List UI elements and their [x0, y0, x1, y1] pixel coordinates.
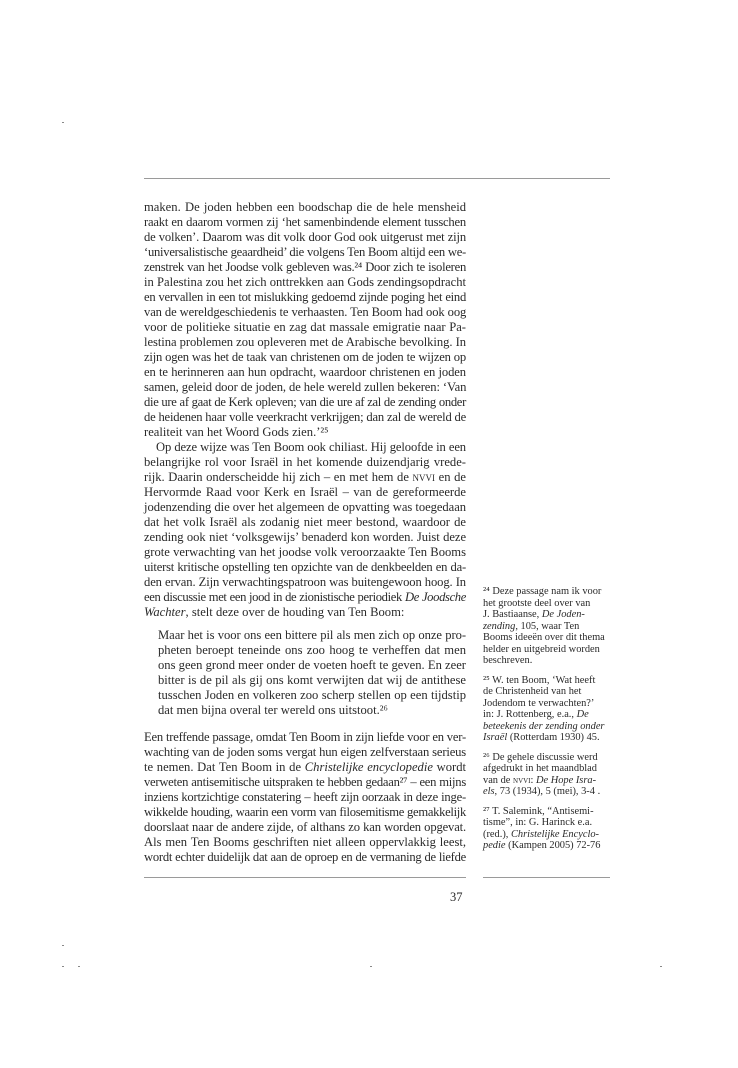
scan-speck — [78, 966, 80, 967]
text-line: belangrijke rol voor Israël in het komende duizendjarig vrede- — [144, 455, 466, 469]
main-text — [144, 200, 466, 865]
text-line: het grootste deel over van — [483, 597, 591, 609]
text-line: ²⁷ T. Salemink, “Antisemi- — [483, 805, 594, 817]
text-line: ons geen grond meer onder de voeten hoeft te geven. En zeer — [158, 658, 466, 672]
text-line: Hervormde Raad voor Kerk en Israël – van de gereformeerde — [144, 485, 466, 499]
footnote-24 — [483, 586, 611, 667]
paragraph-3 — [144, 730, 466, 865]
text-line: J. Bastiaanse, De Joden- — [483, 609, 585, 620]
text-line: de Christenheid van het — [483, 686, 582, 697]
text-line: Jodendom te verwachten?’ — [483, 697, 595, 709]
text-line: Israël (Rotterdam 1930) 45. — [483, 732, 600, 743]
text-line: en te herinneren aan hun opdracht, waardoor christenen en joden — [144, 365, 466, 379]
scan-speck — [370, 966, 372, 967]
footnote-25 — [483, 675, 611, 744]
paragraph-2 — [144, 440, 466, 620]
text-line: ²⁶ De gehele discussie werd — [483, 751, 598, 763]
text-line: inziens kortzichtige constatering – heeft zijn oorzaak in deze inge- — [144, 790, 466, 804]
text-line: en vervallen in een tot mislukking gedoemd zijnde poging het eind — [144, 290, 466, 304]
text-line: Als men Ten Booms geschriften niet alleen oppervlakkig leest, — [144, 835, 466, 849]
text-line: Op deze wijze was Ten Boom ook chiliast. Hij geloofde in een — [156, 440, 466, 454]
text-line: in Palestina zou het zich onttrekken aan Gods zendingsopdracht — [144, 275, 466, 289]
scan-speck — [62, 945, 64, 946]
text-line: jodenzending die over het algemeen de opvatting was toegedaan — [144, 500, 466, 514]
text-line: dat het volk Israël als zodanig niet meer bestond, waardoor de — [144, 515, 466, 529]
text-line: Een treffende passage, omdat Ten Boom in zijn liefde voor en ver- — [144, 730, 466, 744]
text-line: doorslaat naar de andere zijde, of althans zo kan worden opgevat. — [144, 820, 466, 834]
text-line: den ervan. Zijn verwachtingspatroon was buitengewoon hoog. In — [144, 575, 466, 589]
text-line: samen, geleid door de joden, de hele wereld zullen bekeren: ‘Van — [144, 380, 467, 394]
text-line: de volken’. Daarom was dit volk door God ook uitgerust met zijn — [144, 230, 466, 244]
scan-speck — [62, 122, 64, 123]
footnote-26 — [483, 752, 611, 798]
text-line: zending, 105, waar Ten — [483, 620, 580, 632]
text-line: verweten antisemitische uitspraken te hebben gedaan²⁷ – een mijns — [144, 775, 466, 789]
text-line: afgedrukt in het maandblad — [483, 763, 597, 774]
text-line: realiteit van het Woord Gods zien.’²⁵ — [144, 425, 329, 439]
text-line: rijk. Daarin onderscheidde hij zich – en met hem de nvvi en de — [144, 470, 466, 484]
text-line: lestina problemen zou opleveren met de Arabische bevolking. In — [144, 335, 466, 349]
footnote-27 — [483, 806, 611, 852]
text-line: de heidenen haar volle veerkracht verkrijgen; dan zal de wereld de — [144, 410, 466, 424]
text-line: Wachter, stelt deze over de houding van Ten Boom: — [144, 605, 405, 619]
text-line: ‘universalistische geaardheid’ die volgens Ten Boom altijd een we- — [144, 245, 466, 259]
text-line: Maar het is voor ons een bittere pil als men zich op onze pro- — [158, 628, 466, 642]
text-line: beschreven. — [483, 655, 533, 666]
text-line: helder en uitgebreid worden — [483, 643, 600, 655]
text-line: een discussie met een jood in de zionistische periodiek De Joodsche — [144, 590, 466, 604]
bottom-rule-main — [144, 877, 466, 878]
text-line: pedie (Kampen 2005) 72-76 — [483, 840, 601, 851]
text-line: in: J. Rottenberg, e.a., De — [483, 709, 589, 720]
text-line: zending ook niet ‘volksgewijs’ benaderd kon worden. Juist deze — [144, 530, 466, 544]
text-line: van de wereldgeschiedenis te verhaasten. Ten Boom had ook oog — [144, 305, 467, 319]
text-line: zenstrek van het Joodse volk gebleven was.²⁴ Door zich te isoleren — [144, 260, 466, 274]
top-rule — [144, 178, 610, 179]
text-line: grote verwachting van het joodse volk veroorzaakte Ten Booms — [144, 545, 466, 559]
text-line: wikkelde houding, waarin een vorm van filosemitisme gemakkelijk — [144, 805, 466, 819]
text-line: els, 73 (1934), 5 (mei), 3-4 . — [483, 786, 601, 797]
text-line: uiterst kritische opstelling ten opzichte van de denkbeelden en da- — [144, 560, 466, 574]
scan-speck — [660, 966, 662, 967]
text-line: maken. De joden hebben een boodschap die de hele mensheid — [144, 200, 466, 214]
block-quote — [158, 628, 466, 718]
text-line: die ure af gaat de Kerk opleven; van die ure af zal de zending onder — [144, 395, 466, 409]
bottom-rule-notes — [483, 877, 610, 878]
text-line: ²⁵ W. ten Boom, ‘Wat heeft — [483, 674, 596, 686]
text-line: wordt echter duidelijk dat aan de oproep en de vermaning de liefde — [144, 850, 466, 864]
text-line: tusschen Joden en volkeren zoo scherp stellen op een tijdstip — [158, 688, 466, 702]
sidenotes — [483, 586, 611, 860]
text-line: te nemen. Dat Ten Boom in de Christelijke encyclopedie wordt — [144, 760, 467, 774]
text-line: raakt en daarom vormen zij ‘het samenbindende element tusschen — [144, 215, 466, 229]
text-line: zijn ogen was het de taak van christenen om de joden te wijzen op — [144, 350, 466, 364]
text-line: (red.), Christelijke Encyclo- — [483, 828, 599, 840]
text-line: bitter is de pil als gij ons komt verwijten dat wij de antithese — [158, 673, 466, 687]
text-line: voor de politieke situatie en zag dat massale emigratie naar Pa- — [144, 320, 466, 334]
text-line: ²⁴ Deze passage nam ik voor — [483, 586, 602, 597]
text-line: beteekenis der zending onder — [483, 720, 605, 732]
text-line: van de nvvi: De Hope Isra- — [483, 774, 597, 786]
text-line: wachting van de joden soms vergat hun eigen zelfverstaan serieus — [144, 745, 467, 759]
text-line: pheten beroept teneinde ons zoo hoog te verheffen dat men — [158, 643, 466, 657]
scan-speck — [62, 966, 64, 967]
text-line: tisme”, in: G. Harinck e.a. — [483, 817, 593, 828]
text-line: dat men bijna overal ter wereld ons uitstoot.²⁶ — [158, 703, 388, 717]
paragraph-1 — [144, 200, 466, 440]
page-number: 37 — [450, 890, 463, 904]
text-line: Booms ideeën over dit thema — [483, 632, 605, 643]
